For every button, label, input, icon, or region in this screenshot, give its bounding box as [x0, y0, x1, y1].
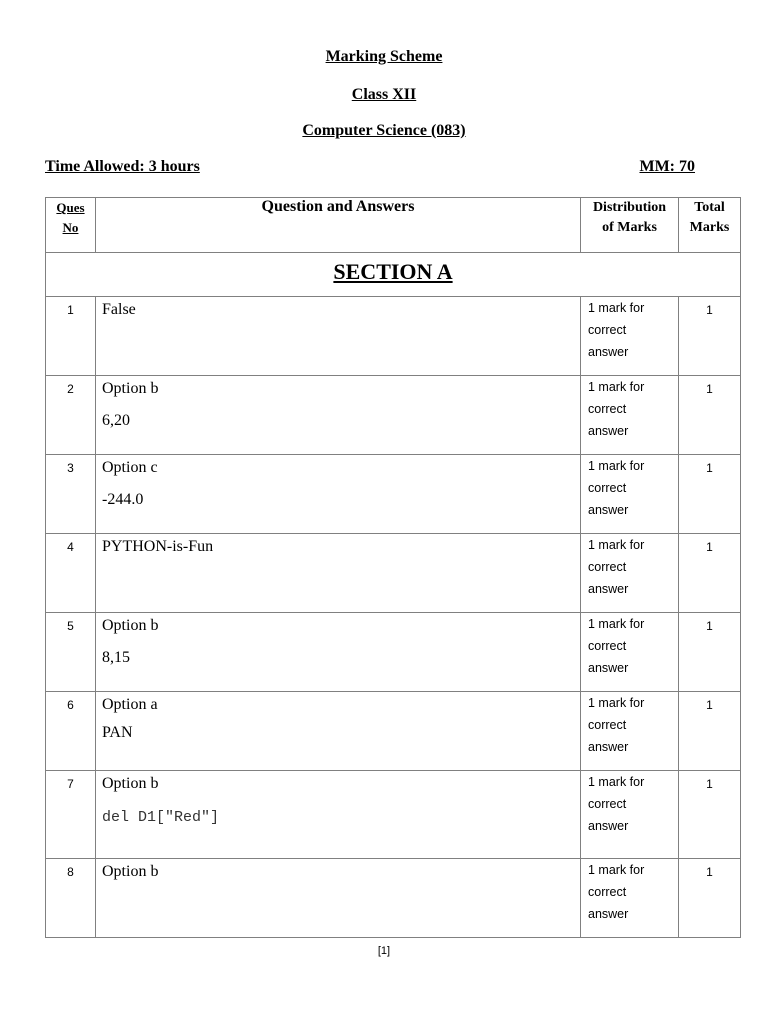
column-header-distribution: [581, 198, 679, 253]
marks-distribution: 1 mark for correct answer: [581, 771, 679, 859]
marking-table: [45, 197, 741, 938]
question-number: 3: [46, 455, 96, 534]
marks-distribution: 1 mark for correct answer: [581, 455, 679, 534]
answer-detail: del D1["Red"]: [102, 809, 220, 826]
answer-cell: [96, 297, 581, 376]
answer-text: PYTHON-is-Fun: [102, 538, 214, 555]
answer-cell: [96, 376, 581, 455]
column-header-qno: [46, 198, 96, 253]
total-marks: 1: [679, 692, 741, 771]
table-row: [46, 771, 741, 859]
table-row: [46, 534, 741, 613]
class-label: Class XII: [351, 86, 417, 103]
answer-cell: [96, 455, 581, 534]
table-row: [46, 692, 741, 771]
table-header-row: [46, 198, 741, 253]
question-number: 8: [46, 859, 96, 938]
column-header-total-line2: Marks: [689, 220, 730, 235]
subject-label: Computer Science (083): [302, 122, 466, 139]
marks-distribution: 1 mark for correct answer: [581, 692, 679, 771]
column-header-distribution-line2: of Marks: [602, 220, 657, 235]
column-header-distribution-line1: Distribution: [592, 200, 667, 215]
table-row: [46, 376, 741, 455]
answer-text: Option b: [102, 775, 159, 792]
total-marks: 1: [679, 455, 741, 534]
question-number: 7: [46, 771, 96, 859]
max-marks: MM: 70: [639, 158, 695, 175]
section-heading: SECTION A: [46, 253, 741, 297]
total-marks: 1: [679, 613, 741, 692]
answer-cell: [96, 771, 581, 859]
time-allowed: Time Allowed: 3 hours: [45, 158, 200, 175]
total-marks: 1: [679, 534, 741, 613]
answer-detail: PAN: [102, 724, 133, 741]
marks-distribution: 1 mark for correct answer: [581, 613, 679, 692]
answer-cell: [96, 613, 581, 692]
answer-cell: [96, 692, 581, 771]
answer-text: Option b: [102, 617, 159, 634]
question-number: 5: [46, 613, 96, 692]
question-number: 2: [46, 376, 96, 455]
marks-distribution: 1 mark for correct answer: [581, 376, 679, 455]
answer-text: Option a: [102, 696, 158, 713]
answer-detail: 6,20: [102, 412, 130, 429]
total-marks: 1: [679, 376, 741, 455]
table-row: [46, 455, 741, 534]
answer-cell: [96, 859, 581, 938]
document-title: Marking Scheme: [325, 48, 443, 65]
answer-text: Option b: [102, 863, 159, 880]
table-row: [46, 297, 741, 376]
column-header-qno-line2: No: [62, 220, 79, 235]
question-number: 1: [46, 297, 96, 376]
answer-text: Option c: [102, 459, 158, 476]
table-row: [46, 859, 741, 938]
question-number: 6: [46, 692, 96, 771]
column-header-qno-line1: Ques: [56, 200, 85, 215]
column-header-total: [679, 198, 741, 253]
answer-cell: [96, 534, 581, 613]
total-marks: 1: [679, 859, 741, 938]
question-number: 4: [46, 534, 96, 613]
marks-distribution: 1 mark for correct answer: [581, 859, 679, 938]
column-header-question-answers: Question and Answers: [96, 198, 581, 253]
section-row: [46, 253, 741, 297]
marks-distribution: 1 mark for correct answer: [581, 534, 679, 613]
answer-detail: 8,15: [102, 649, 130, 666]
answer-text: False: [102, 301, 136, 318]
total-marks: 1: [679, 771, 741, 859]
page-number: [1]: [377, 945, 391, 957]
column-header-total-line1: Total: [694, 200, 725, 215]
table-row: [46, 613, 741, 692]
answer-detail: -244.0: [102, 491, 144, 508]
marks-distribution: 1 mark for correct answer: [581, 297, 679, 376]
total-marks: 1: [679, 297, 741, 376]
answer-text: Option b: [102, 380, 159, 397]
